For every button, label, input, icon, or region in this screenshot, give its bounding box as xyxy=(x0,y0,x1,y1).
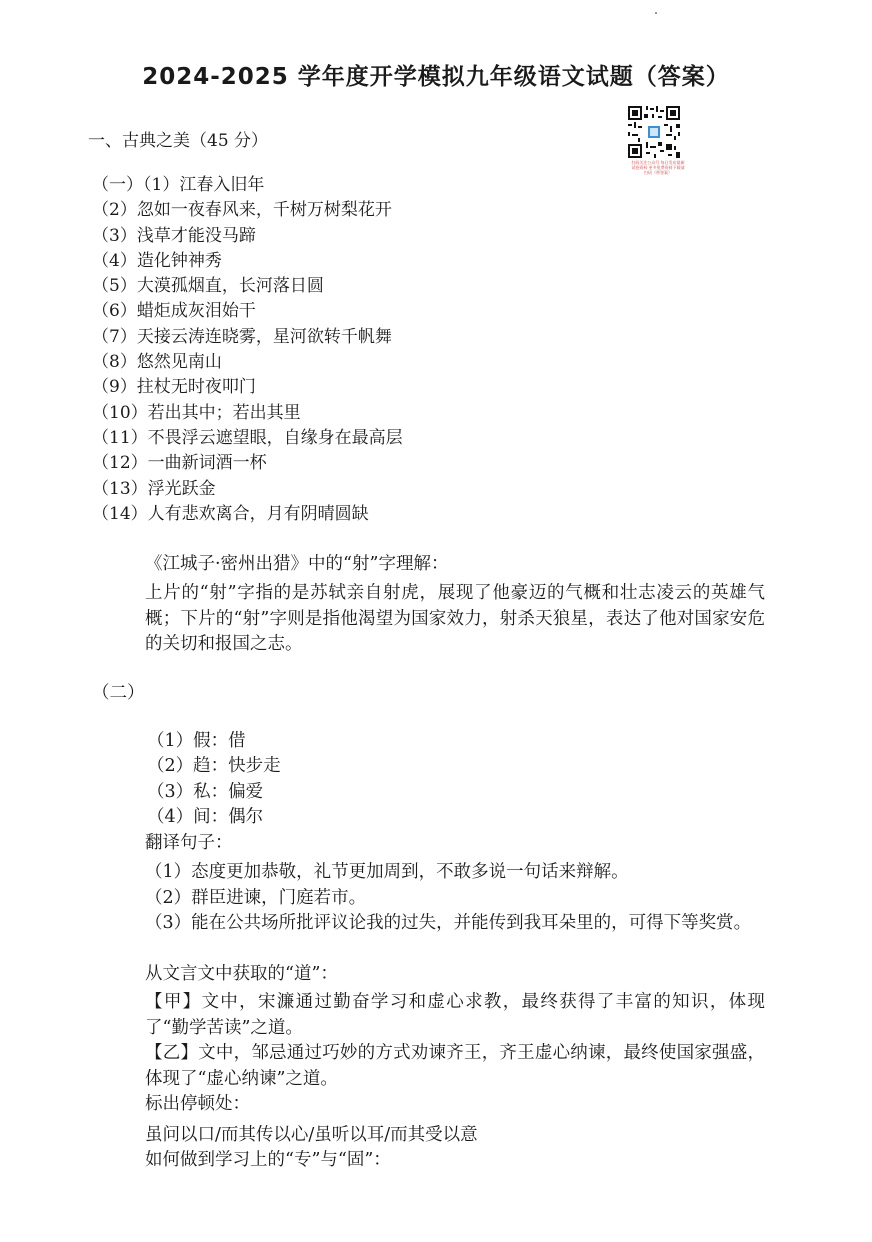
answer-line: （5）大漠孤烟直，长河落日圆 xyxy=(92,276,324,297)
dao-jia: 【甲】文中，宋濂通过勤奋学习和虚心求教，最终获得了丰富的知识，体现了“勤学苦读”之道。 xyxy=(145,992,765,1038)
answer-line: （8）悠然见南山 xyxy=(92,352,222,373)
dao-heading: 从文言文中获取的“道”： xyxy=(145,964,338,984)
translation-item: （1）态度更加恭敬，礼节更加周到，不敢多说一句话来辩解。 xyxy=(145,862,629,882)
dao-yi: 【乙】文中，邹忌通过巧妙的方式劝谏齐王，齐王虚心纳谏，最终使国家强盛，体现了“虚心纳谏”之道。 xyxy=(145,1043,765,1089)
section-heading: 一、古典之美（45 分） xyxy=(88,131,269,151)
definition-item: （2）趋：快步走 xyxy=(147,756,281,777)
answer-line: （6）蜡炬成灰泪始干 xyxy=(92,301,256,322)
definition-item: （4）间：偶尔 xyxy=(147,807,264,828)
scan-dot xyxy=(655,12,657,14)
translation-list xyxy=(145,860,765,937)
qr-code-icon xyxy=(626,104,682,160)
answer-line: （11）不畏浮云遮望眼，自缘身在最高层 xyxy=(92,427,403,448)
definition-item: （1）假：借 xyxy=(147,731,246,751)
definition-list xyxy=(147,729,281,831)
she-heading: 《江城子·密州出猎》中的“射”字理解： xyxy=(145,554,449,574)
definition-item: （3）私：偏爱 xyxy=(147,781,264,802)
translation-item: （3）能在公共场所批评议论我的过失，并能传到我耳朵里的，可得下等奖赏。 xyxy=(145,913,752,933)
pause-answer: 虽问以口/而其传以心/虽听以耳/而其受以意 xyxy=(145,1125,478,1145)
answer-line: （一）（1）江春入旧年 xyxy=(92,175,265,195)
recitation-answers xyxy=(92,173,403,527)
translate-heading: 翻译句子： xyxy=(145,833,233,853)
qr-caption: 扫码关注公众号 每日发布最新试卷资料 更多免费资料下载请扫码（带答案） xyxy=(631,160,685,175)
she-paragraph: 上片的“射”字指的是苏轼亲自射虎，展现了他豪迈的气概和壮志凌云的英雄气概；下片的“射”字则是指他渴望为国家效力，射杀天狼星，表达了他对国家安危的关切和报国之志。 xyxy=(145,583,765,655)
answer-line: （10）若出其中；若出其里 xyxy=(92,402,301,423)
answer-line: （7）天接云涛连晓雾，星河欲转千帆舞 xyxy=(92,326,392,347)
answer-line: （12）一曲新词酒一杯 xyxy=(92,453,267,474)
translation-item: （2）群臣进谏，门庭若市。 xyxy=(145,887,367,908)
answer-line: （9）拄杖无时夜叩门 xyxy=(92,377,256,398)
answer-line: （4）造化钟神秀 xyxy=(92,250,222,271)
pause-heading: 标出停顿处： xyxy=(145,1094,250,1114)
answer-line: （13）浮光跃金 xyxy=(92,478,216,499)
document-title: 2024-2025 学年度开学模拟九年级语文试题（答案） xyxy=(142,64,730,90)
last-heading: 如何做到学习上的“专”与“固”： xyxy=(145,1150,391,1170)
answer-line: （14）人有悲欢离合，月有阴晴圆缺 xyxy=(92,503,369,524)
answer-line: （3）浅草才能没马蹄 xyxy=(92,225,256,246)
answer-line: （2）忽如一夜春风来，千树万树梨花开 xyxy=(92,200,392,221)
part2-label: （二） xyxy=(92,683,145,703)
